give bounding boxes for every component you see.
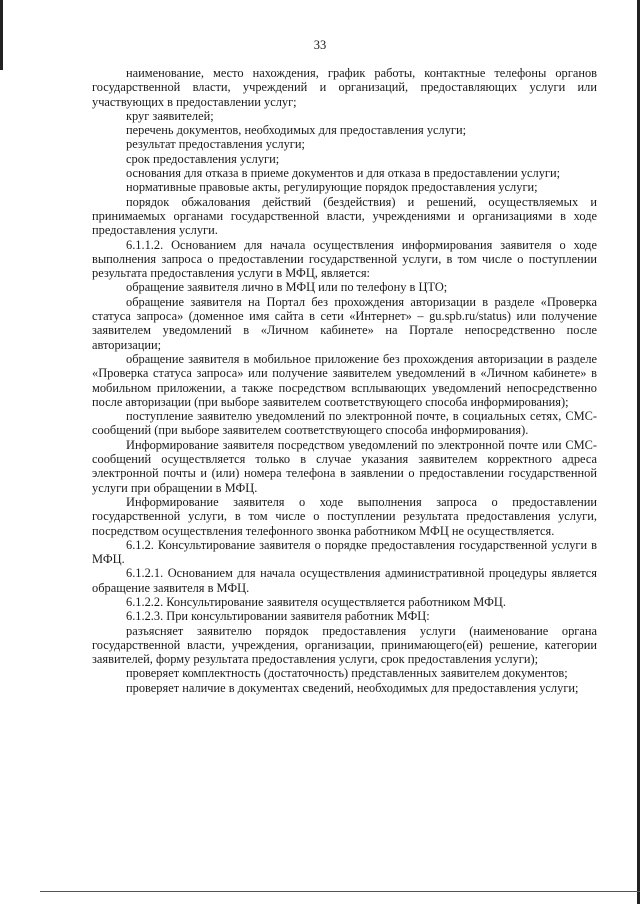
paragraph: 6.1.2.1. Основанием для начала осуществления административной процедуры является обращение заявителя в МФЦ. (92, 566, 597, 595)
scan-edge-left (0, 0, 3, 70)
scan-edge-bottom (40, 891, 640, 892)
paragraph: проверяет наличие в документах сведений, необходимых для предоставления услуги; (126, 680, 579, 695)
paragraph: Информирование заявителя посредством уведомлений по электронной почте или СМС-сообщений осуществляется только в случае указания заявителем корректного адреса электронной почты и (или) номера телефона в заявлении о предоставлении государственной услуги при обращении в МФЦ. (92, 437, 597, 495)
paragraph: перечень документов, необходимых для предоставления услуги; (126, 123, 467, 138)
paragraph: наименование, место нахождения, график работы, контактные телефоны органов государственной власти, учреждений и организаций, предоставляющих услуги или участвующих в предоставлении услуг; (92, 66, 597, 109)
page-number: 33 (313, 38, 327, 52)
paragraph: проверяет комплектность (достаточность) представленных заявителем документов; (126, 666, 568, 681)
paragraph: срок предоставления услуги; (126, 151, 280, 166)
page-body (92, 66, 597, 695)
paragraph: результат предоставления услуги; (126, 137, 305, 152)
paragraph: 6.1.1.2. Основанием для начала осуществления информирования заявителя о ходе выполнения запроса о предоставлении государственной услуги, в том числе о поступлении результата предоставления услуги в МФЦ, является: (92, 237, 597, 281)
paragraph: основания для отказа в приеме документов и для отказа в предоставлении услуги; (126, 166, 561, 181)
paragraph: круг заявителей; (126, 108, 214, 123)
paragraph: 6.1.2.2. Консультирование заявителя осуществляется работником МФЦ. (126, 594, 506, 609)
paragraph: порядок обжалования действий (бездействия) и решений, осуществляемых и принимаемых органами государственной власти, учреждениями и организациями в ходе предоставления услуги. (92, 194, 597, 238)
paragraph: Информирование заявителя о ходе выполнения запроса о предоставлении государственной услуги, в том числе о поступлении результата предоставления услуги, посредством осуществления телефонного звонка работником МФЦ не осуществляется. (92, 494, 597, 538)
paragraph: 6.1.2. Консультирование заявителя о порядке предоставления государственной услуги в МФЦ. (92, 537, 597, 567)
paragraph: 6.1.2.3. При консультировании заявителя работник МФЦ: (126, 609, 430, 624)
paragraph: нормативные правовые акты, регулирующие порядок предоставления услуги; (126, 180, 538, 195)
paragraph: обращение заявителя в мобильное приложение без прохождения авторизации в разделе «Проверка статуса запроса» или получение заявителем уведомлений в «Личном кабинете» в мобильном приложении, а также посредством всплывающих уведомлений непосредственно после авторизации (при выборе заявителем соответствующего способа информирования); (92, 351, 597, 409)
paragraph: обращение заявителя на Портал без прохождения авторизации в разделе «Проверка статуса запроса» (доменное имя сайта в сети «Интернет» – gu.spb.ru/status) или получение заявителем уведомлений в «Личном кабинете» на Портале непосредственно после авторизации; (92, 294, 597, 352)
paragraph: поступление заявителю уведомлений по электронной почте, в социальных сетях, СМС-сообщений (при выборе заявителем соответствующего способа информирования). (92, 409, 597, 438)
paragraph: разъясняет заявителю порядок предоставления услуги (наименование органа государственной власти, учреждения, организации, принимающего(ей) решение, категории заявителей, форму результата предоставления услуги, срок предоставления услуги); (92, 623, 597, 667)
paragraph: обращение заявителя лично в МФЦ или по телефону в ЦТО; (126, 280, 448, 295)
